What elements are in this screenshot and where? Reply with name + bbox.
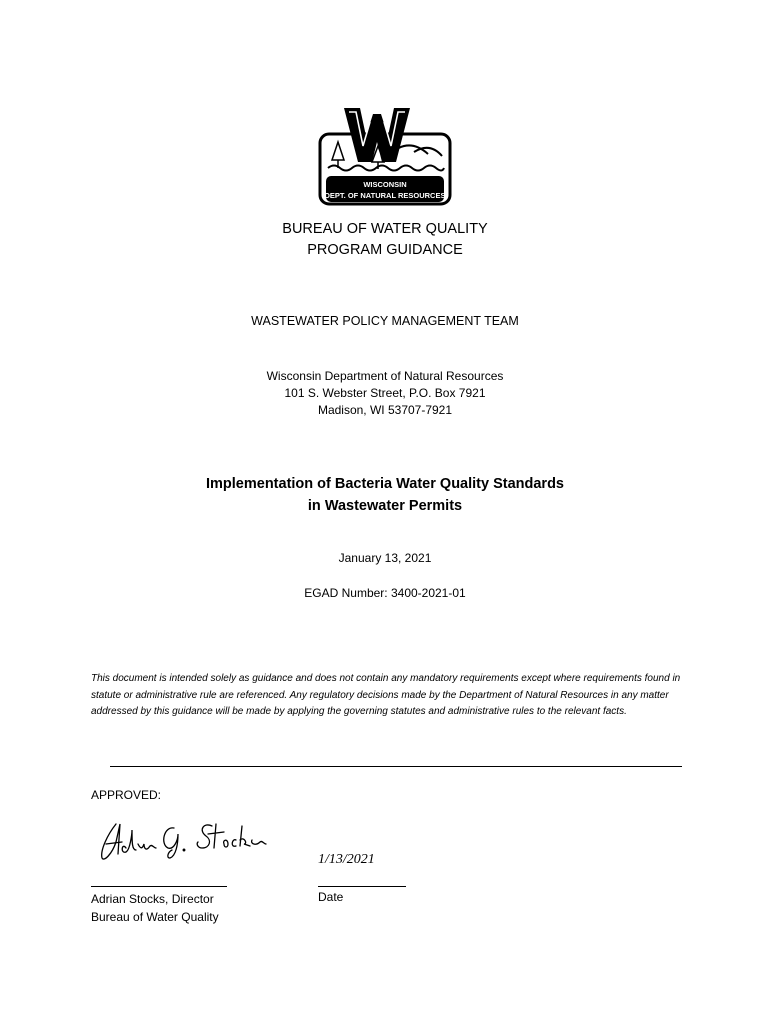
title-line-1: Implementation of Bacteria Water Quality Standards <box>205 476 564 492</box>
bureau-name: BUREAU OF WATER QUALITY <box>282 221 488 237</box>
egad-number: EGAD Number: 3400-2021-01 <box>304 586 466 600</box>
team-name: WASTEWATER POLICY MANAGEMENT TEAM <box>251 314 519 328</box>
approved-label: APPROVED: <box>91 788 162 802</box>
address-org: Wisconsin Department of Natural Resources <box>266 369 504 383</box>
signer-name-title: Adrian Stocks, Director <box>91 892 214 906</box>
address-city: Madison, WI 53707-7921 <box>317 403 453 417</box>
program-guidance: PROGRAM GUIDANCE <box>307 242 463 258</box>
signature-line <box>91 886 227 887</box>
document-title <box>0 473 770 517</box>
wdnr-logo <box>318 106 452 206</box>
title-line-2: in Wastewater Permits <box>307 498 463 514</box>
document-date: January 13, 2021 <box>338 551 432 565</box>
signer-block <box>91 890 219 926</box>
bureau-heading <box>0 219 770 261</box>
signature-image <box>94 814 274 868</box>
address-street: 101 S. Webster Street, P.O. Box 7921 <box>284 386 486 400</box>
disclaimer-text: This document is intended solely as guidance and does not contain any mandatory requirements except where requirements found in statute or administrative rule are referenced. Any regulatory decisions made by the Department of Natural Resources in any matter addressed by this guidance will be made by applying the governing statutes and administrative rules to the relevant facts. <box>91 673 681 717</box>
date-line <box>318 886 406 887</box>
address-block <box>0 368 770 419</box>
signer-unit: Bureau of Water Quality <box>91 910 219 924</box>
divider-line <box>110 766 682 767</box>
date-label: Date <box>318 890 344 904</box>
signed-date: 1/13/2021 <box>318 852 375 867</box>
logo-line2: DEPT. OF NATURAL RESOURCES <box>324 191 446 200</box>
logo-line1: WISCONSIN <box>363 180 407 189</box>
